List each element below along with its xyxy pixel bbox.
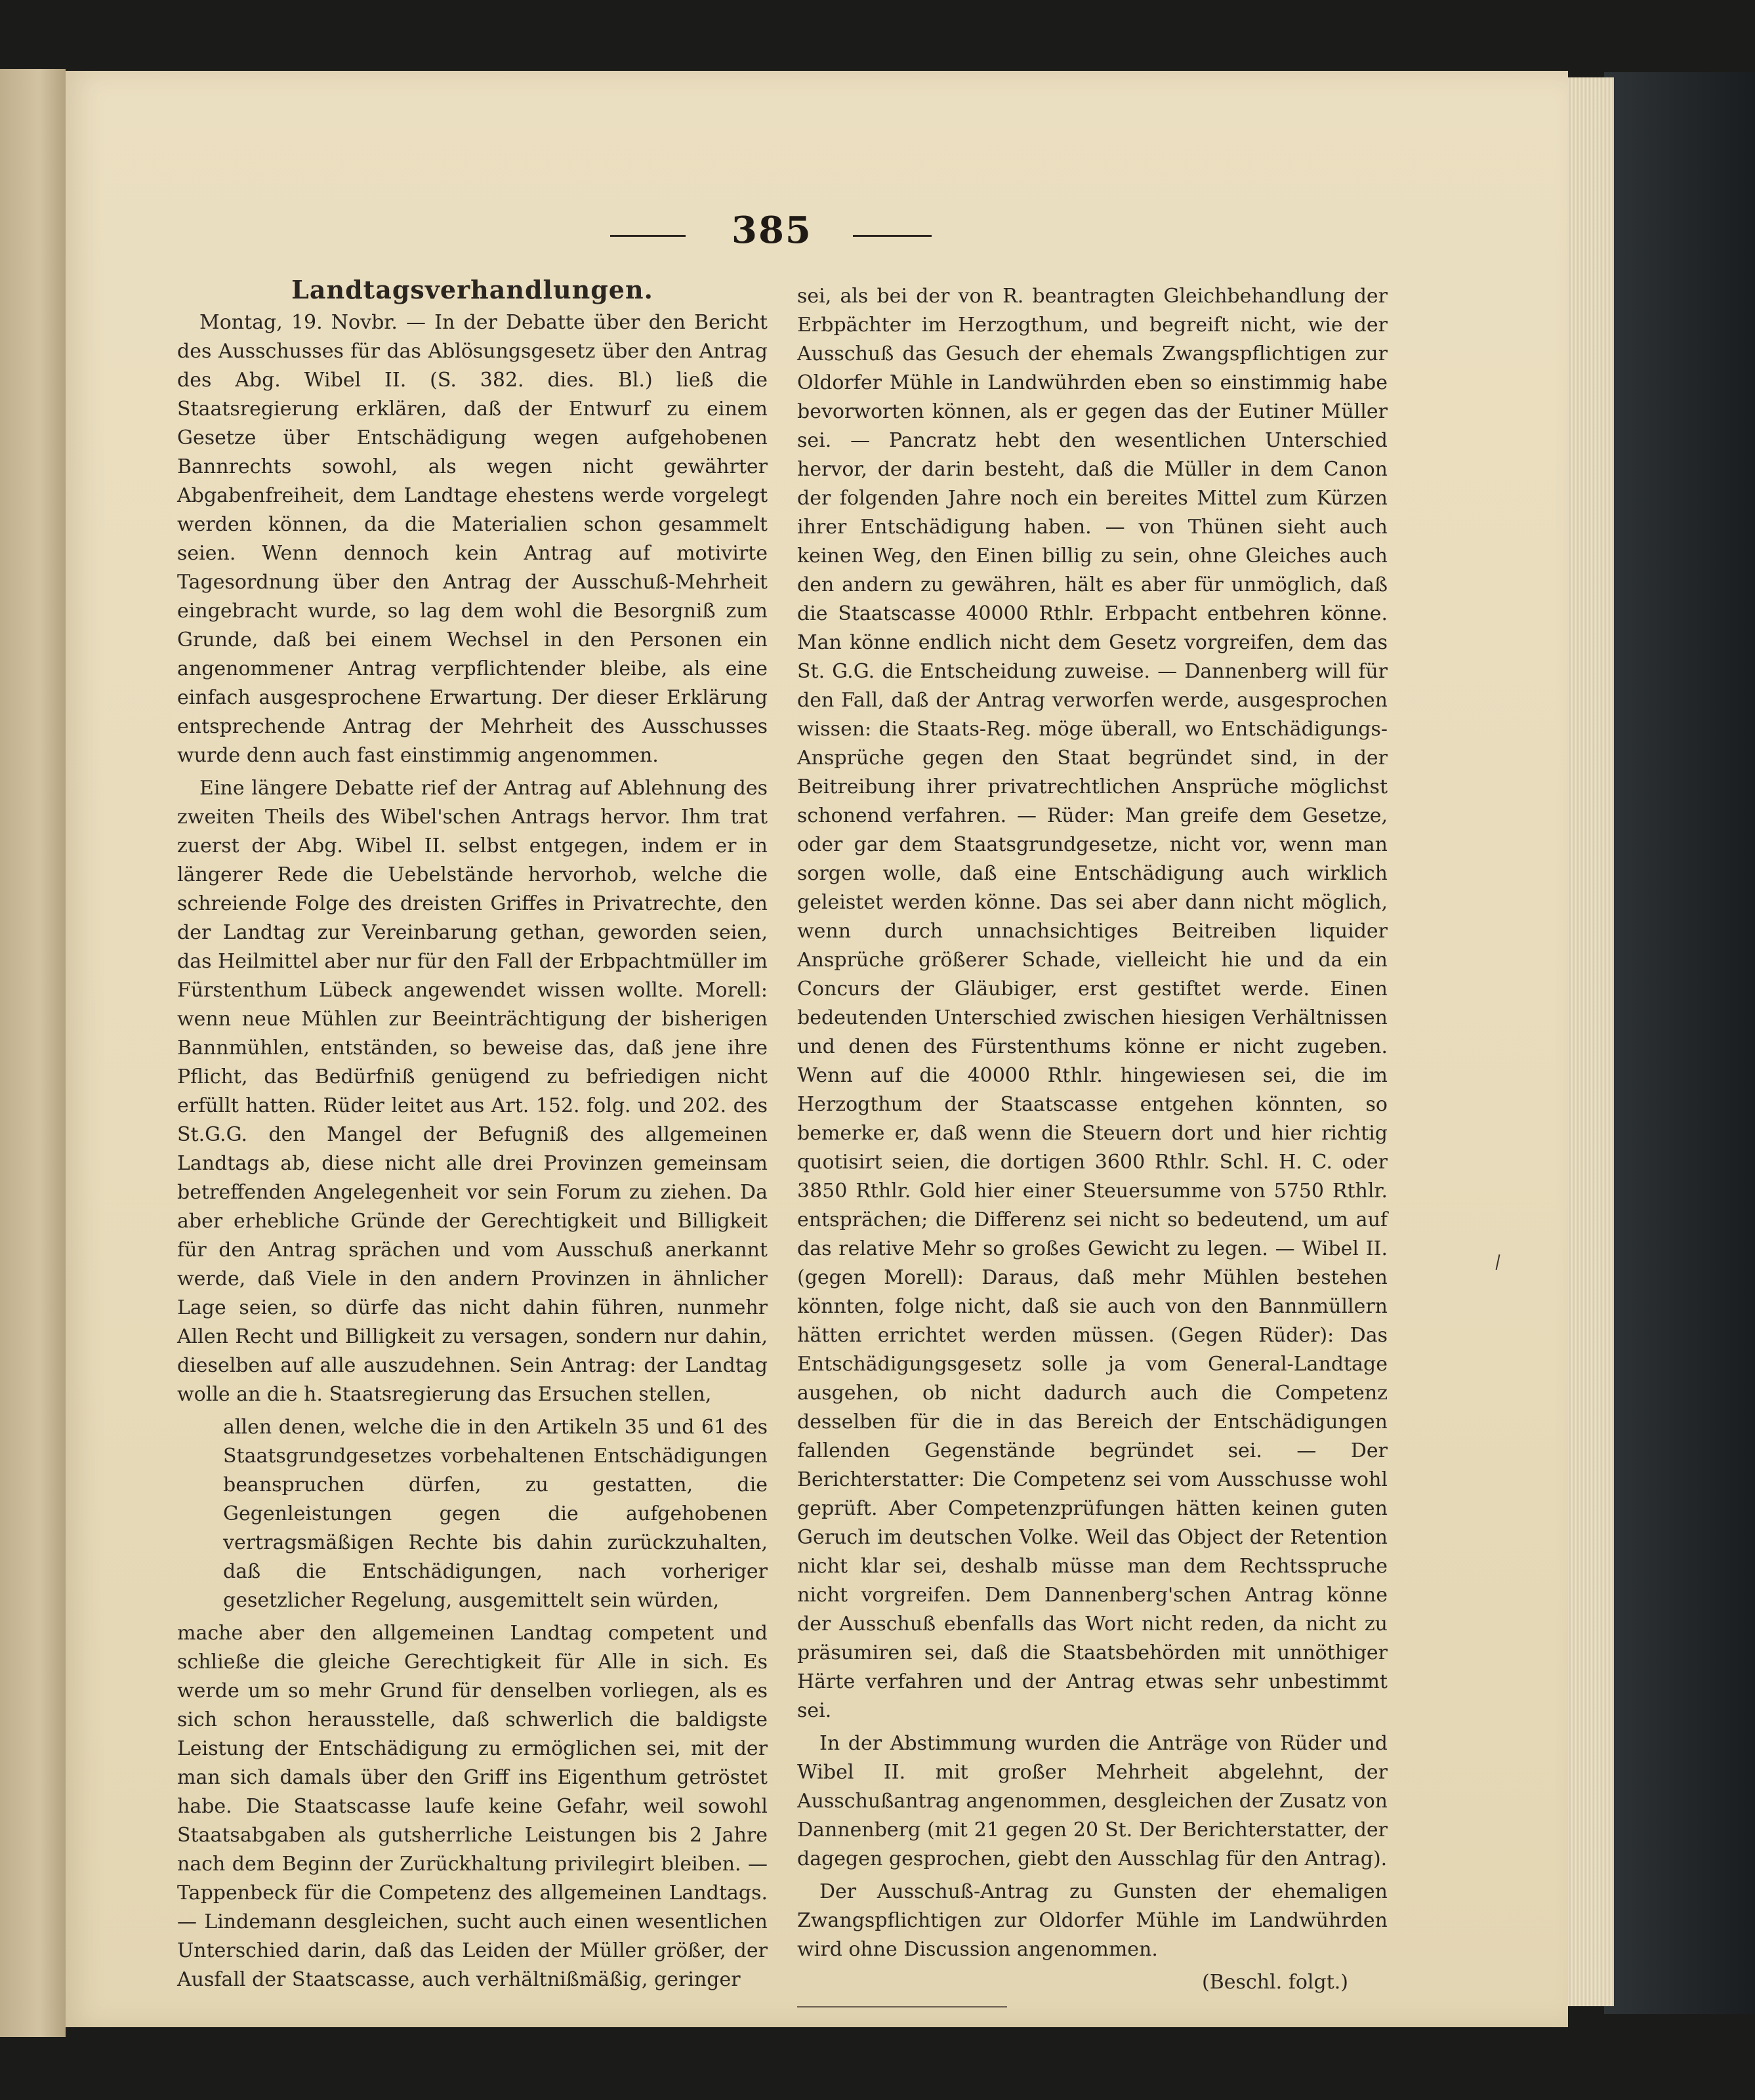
continuation-note: (Beschl. folgt.) (1202, 1971, 1348, 1994)
quoted-motion: allen denen, welche die in den Artikeln 35 und 61 des Staatsgrundgesetzes vorbehaltenen Entschädigungen beanspruchen dürfen, zu gestatten, die Gegenleistungen gegen die aufgehobenen vertragsmäßigen Rechte bis dahin zurückzuhalten, daß die Entschädigungen, nach vorheriger gesetzlicher Regelung, ausgemittelt sein würden, (223, 1416, 768, 1612)
page-number: 385 (732, 209, 812, 252)
end-rule (797, 2006, 1007, 2007)
right-column (797, 282, 1388, 2007)
section-title: Landtagsverhandlungen. (291, 275, 653, 304)
paragraph: Eine längere Debatte rief der Antrag auf Ablehnung des zweiten Theils des Wibel'schen Antrags hervor. Ihm trat zuerst der Abg. Wibel II. selbst entgegen, indem er in längerer Rede die Uebelstände hervorhob, welche die schreiende Folge des dreisten Griffes in Privatrechte, den der Landtag zur Vereinbarung gethan, geworden seien, das Heilmittel aber nur für den Fall der Erbpachtmüller im Fürstenthum Lübeck angewendet wissen wollte. Morell: wenn neue Mühlen zur Beeinträchtigung der bisherigen Bannmühlen, entständen, so beweise das, daß jene ihre Pflicht, das Bedürfniß genügend zu befriedigen nicht erfüllt hatten. Rüder leitet aus Art. 152. folg. und 202. des St.G.G. den Mangel der Befugniß des allgemeinen Landtags ab, diese nicht alle drei Provinzen gemeinsam betreffenden Angelegenheit vor sein Forum zu ziehen. Da aber erhebliche Gründe der Gerechtigkeit und Billigkeit für den Antrag sprächen und vom Ausschuß anerkannt werde, daß Viele in den andern Provinzen in ähnlicher Lage seien, so dürfe das nicht dahin führen, nunmehr Allen Recht und Billigkeit zu versagen, sondern nur dahin, dieselben auf alle auszudehnen. Sein Antrag: der Landtag wolle an die h. Staatsregierung das Ersuchen stellen, (177, 777, 768, 1406)
facing-page-edge (0, 69, 66, 2037)
left-column (177, 276, 768, 1994)
book-binding (1604, 72, 1755, 2014)
paragraph: sei, als bei der von R. beantragten Gleichbehandlung der Erbpächter im Herzogthum, und begreift nicht, wie der Ausschuß das Gesuch der ehemals Zwangspflichtigen zur Oldorfer Mühle in Landwührden eben so einstimmig habe bevorworten können, als er gegen das der Eutiner Müller sei. — Pancratz hebt den wesentlichen Unterschied hervor, der darin besteht, daß die Müller in dem Canon der folgenden Jahre noch ein bereites Mittel zum Kürzen ihrer Entschädigung haben. — von Thünen sieht auch keinen Weg, den Einen billig zu sein, ohne Gleiches auch den andern zu gewähren, hält es aber für unmöglich, daß die Staatscasse 40000 Rthlr. Erbpacht entbehren könne. Man könne endlich nicht dem Gesetz vorgreifen, dem das St. G.G. die Entscheidung zuweise. — Dannenberg will für den Fall, daß der Antrag verworfen werde, ausgesprochen wissen: die Staats-Reg. möge überall, wo Entschädigungs-Ansprüche gegen den Staat begründet sind, in der Beitreibung ihrer privatrechtlichen Ansprüche möglichst schonend verfahren. — Rüder: Man greife dem Gesetze, oder gar dem Staatsgrundgesetze, nicht vor, wenn man sorgen wolle, daß eine Entschädigung auch wirklich geleistet werden könne. Das sei aber dann nicht möglich, wenn durch unnachsichtiges Beitreiben liquider Ansprüche größerer Schade, vielleicht hie und da ein Concurs der Gläubiger, erst gestiftet werde. Einen bedeutenden Unterschied zwischen hiesigen Verhältnissen und denen des Fürstenthums könne er nicht zugeben. Wenn auf die 40000 Rthlr. hingewiesen sei, die im Herzogthum der Staatscasse entgehen könnten, so bemerke er, daß wenn die Steuern dort und hier richtig quotisirt seien, die dortigen 3600 Rthlr. Schl. H. C. oder 3850 Rthlr. Gold hier einer Steuersumme von 5750 Rthlr. entsprächen; die Differenz sei nicht so bedeutend, um auf das relative Mehr so großes Gewicht zu legen. — Wibel II. (gegen Morell): Daraus, daß mehr Mühlen bestehen könnten, folge nicht, daß sie auch von den Bannmüllern hätten errichtet werden müssen. (Gegen Rüder): Das Entschädigungsgesetz solle ja vom General-Landtage ausgehen, ob nicht dadurch auch die Competenz desselben für die in das Bereich der Entschädigungen fallenden Gegenstände begründet sei. — Der Berichterstatter: Die Competenz sei vom Ausschusse wohl geprüft. Aber Competenzprüfungen hätten keinen guten Geruch im deutschen Volke. Weil das Object der Retention nicht klar sei, deshalb müsse man dem Rechtsspruche nicht vorgreifen. Dem Dannenberg'schen Antrag könne der Ausschuß ebenfalls das Wort nicht reden, da nicht zu präsumiren sei, daß die Staatsbehörden mit unnöthiger Härte verfahren und der Antrag etwas sehr unbestimmt sei. (797, 285, 1388, 1722)
paragraph: In der Abstimmung wurden die Anträge von Rüder und Wibel II. mit großer Mehrheit abgelehnt, der Ausschußantrag angenommen, desgleichen der Zusatz von Dannenberg (mit 21 gegen 20 St. Der Berichterstatter, der dagegen gesprochen, giebt den Ausschlag für den Antrag). (797, 1732, 1388, 1870)
paragraph: mache aber den allgemeinen Landtag competent und schließe die gleiche Gerechtigkeit für Alle in sich. Es werde um so mehr Grund für denselben vorliegen, als es sich schon herausstelle, daß schwerlich die baldigste Leistung der Entschädigung zu ermöglichen sei, mit der man sich damals über den Griff ins Eigenthum getröstet habe. Die Staatscasse laufe keine Gefahr, weil sowohl Staatsabgaben als gutsherrliche Leistungen bis 2 Jahre nach dem Beginn der Zurückhaltung privilegirt bleiben. — Tappenbeck für die Competenz des allgemeinen Landtags. — Lindemann desgleichen, sucht auch einen wesentlichen Unterschied darin, daß das Leiden der Müller größer, der Ausfall der Staatscasse, auch verhältnißmäßig, geringer (177, 1622, 768, 1991)
header-rule-right (853, 235, 932, 237)
paragraph: Der Ausschuß-Antrag zu Gunsten der ehemaligen Zwangspflichtigen zur Oldorfer Mühle im Landwührden wird ohne Discussion angenommen. (797, 1880, 1388, 1961)
header-rule-left (610, 235, 686, 237)
paragraph: Montag, 19. Novbr. — In der Debatte über den Bericht des Ausschusses für das Ablösungsgesetz über den Antrag des Abg. Wibel II. (S. 382. dies. Bl.) ließ die Staatsregierung erklären, daß der Entwurf zu einem Gesetze über Entschädigung wegen aufgehobenen Bannrechts sowohl, als wegen nicht gewährter Abgabenfreiheit, dem Landtage ehestens werde vorgelegt werden können, da die Materialien schon gesammelt seien. Wenn dennoch kein Antrag auf motivirte Tagesordnung über den Antrag der Ausschuß-Mehrheit eingebracht wurde, so lag dem wohl die Besorgniß zum Grunde, daß bei einem Wechsel in den Personen ein angenommener Antrag verpflichtender bleibe, als eine einfach ausgesprochene Erwartung. Der dieser Erklärung entsprechende Antrag der Mehrheit des Ausschusses wurde denn auch fast einstimmig angenommen. (177, 311, 768, 767)
